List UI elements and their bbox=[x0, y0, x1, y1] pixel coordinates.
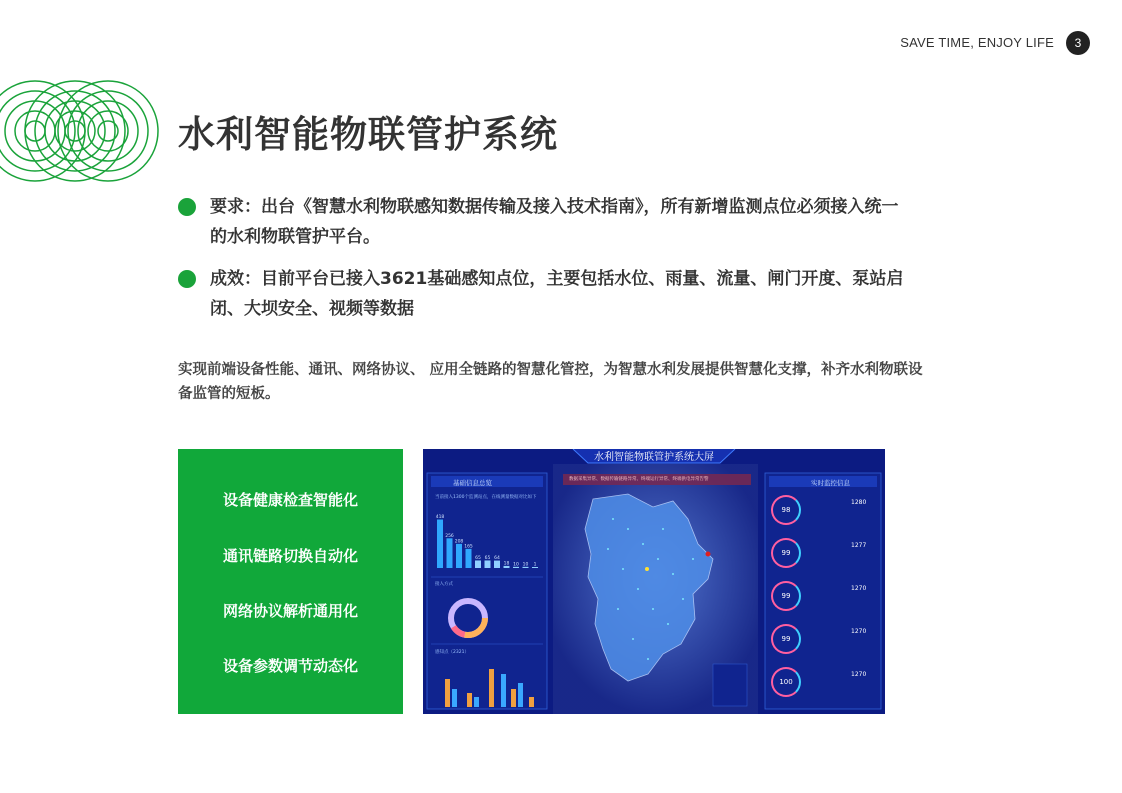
feature-item: 设备参数调节动态化 bbox=[222, 657, 358, 675]
page-number-badge: 3 bbox=[1066, 31, 1090, 55]
dashboard-alert-bar: 数据采集异常、数据传输链路异常、终端运行异常、终端供电异常告警 bbox=[563, 474, 751, 485]
bar-label: 18 bbox=[503, 561, 510, 567]
bar-label: 65 bbox=[484, 555, 491, 561]
dashboard-bottom-title: 感知点（2321） bbox=[435, 650, 469, 655]
bullet-text-line: 要求：出台《智慧水利物联感知数据传输及接入技术指南》，所有新增监测点位必须接入统一 bbox=[210, 197, 899, 217]
bar-label: 10 bbox=[513, 562, 519, 568]
feature-panel bbox=[178, 449, 403, 714]
dashboard-donut-chart bbox=[443, 593, 493, 643]
dashboard-bar-chart bbox=[433, 504, 543, 574]
bar bbox=[475, 560, 481, 568]
dashboard-access-title: 接入方式 bbox=[435, 582, 453, 587]
tagline: SAVE TIME, ENJOY LIFE bbox=[900, 35, 1054, 50]
gauge-reading: 1280 bbox=[851, 499, 867, 506]
description-line: 备监管的短板。 bbox=[178, 386, 280, 402]
bar-label: 418 bbox=[435, 515, 445, 521]
feature-item: 通讯链路切换自动化 bbox=[222, 547, 358, 565]
bullet-text-line: 的水利物联管护平台。 bbox=[210, 227, 380, 247]
bar bbox=[485, 560, 491, 568]
bullet-dot-icon bbox=[178, 270, 196, 288]
bullet-list bbox=[178, 192, 988, 336]
bar-label: 256 bbox=[445, 533, 454, 539]
gauge: 100 bbox=[771, 667, 801, 697]
bar-label: 208 bbox=[454, 539, 464, 545]
gauge-reading: 1270 bbox=[851, 585, 867, 592]
bar-label: 65 bbox=[475, 555, 481, 561]
bullet-text-line: 闭、大坝安全、视频等数据 bbox=[210, 299, 414, 319]
gauge: 98 bbox=[771, 495, 801, 525]
bullet-dot-icon bbox=[178, 198, 196, 216]
feature-item: 设备健康检查智能化 bbox=[222, 491, 358, 509]
bullet-text-line: 成效：目前平台已接入3621基础感知点位，主要包括水位、雨量、流量、闸门开度、泵站启 bbox=[210, 269, 904, 289]
dashboard-left-panel-title: 基础信息总览 bbox=[453, 479, 492, 487]
description-line: 实现前端设备性能、通讯、网络协议、 应用全链路的智慧化管控，为智慧水利发展提供智慧化支撑，补齐水利物联设 bbox=[178, 362, 923, 378]
dashboard-screenshot bbox=[423, 449, 885, 714]
gauge: 99 bbox=[771, 538, 801, 568]
dashboard-left-subtitle: 当前接入1300个监测站点，在线测量数据对比如下 bbox=[435, 495, 537, 500]
bar bbox=[437, 520, 443, 568]
bullet-requirement bbox=[178, 192, 988, 252]
bar bbox=[456, 544, 462, 568]
bar-label: 1 bbox=[533, 562, 537, 568]
gauge: 99 bbox=[771, 624, 801, 654]
gauge-reading: 1270 bbox=[851, 628, 867, 635]
bar-label: 10 bbox=[522, 562, 529, 568]
description-paragraph bbox=[178, 358, 993, 406]
bar bbox=[447, 538, 453, 568]
page-title: 水利智能物联管护系统 bbox=[178, 113, 558, 156]
concentric-rings-decoration bbox=[0, 79, 160, 183]
dashboard-right-panel-title: 实时监控信息 bbox=[811, 479, 850, 487]
feature-item: 网络协议解析通用化 bbox=[222, 602, 358, 620]
dashboard-bottom-bars bbox=[441, 659, 541, 707]
bar bbox=[466, 549, 472, 568]
bar bbox=[494, 561, 500, 568]
bar-label: 165 bbox=[464, 544, 473, 550]
bar-label: 64 bbox=[494, 556, 500, 562]
dashboard-title: 水利智能物联管护系统大屏 bbox=[594, 452, 714, 463]
gauge: 99 bbox=[771, 581, 801, 611]
gauge-reading: 1270 bbox=[851, 671, 867, 678]
gauge-reading: 1277 bbox=[851, 542, 867, 549]
bullet-result bbox=[178, 264, 988, 324]
